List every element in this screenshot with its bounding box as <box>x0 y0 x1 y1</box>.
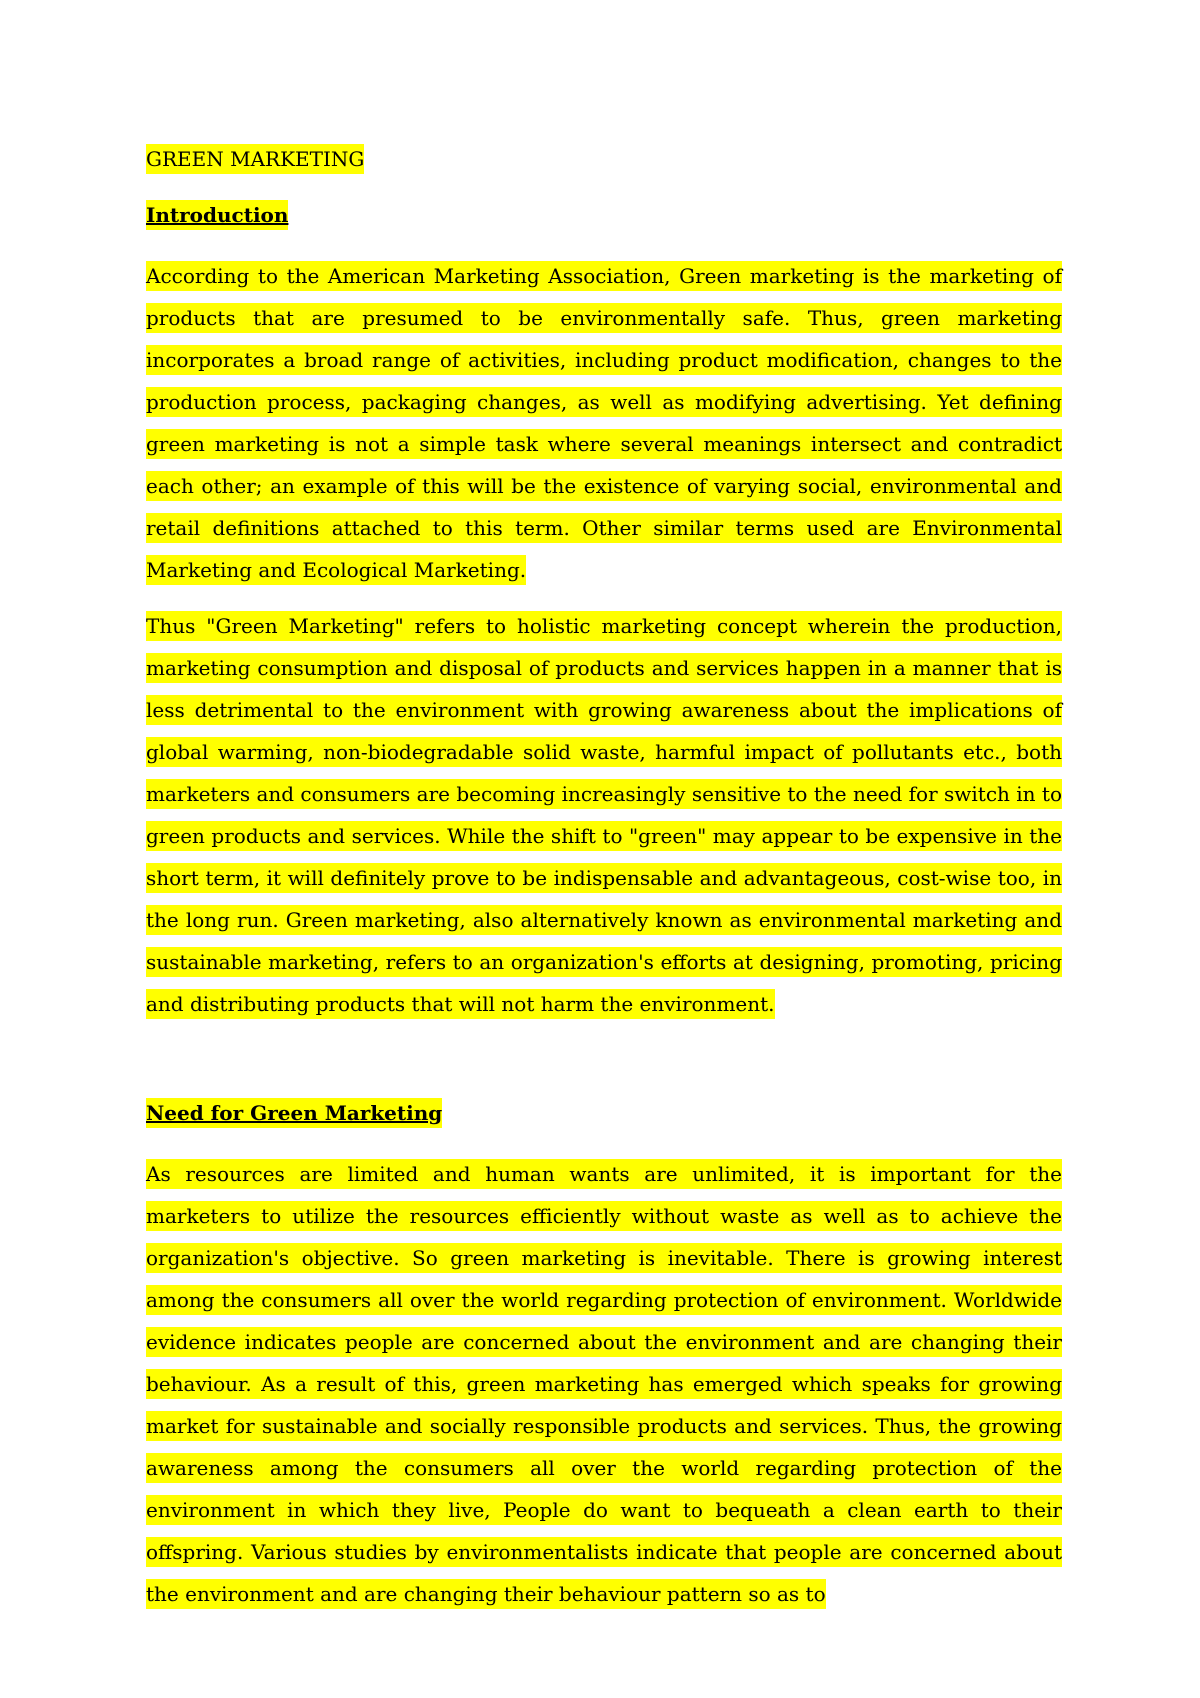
section-heading-text: Need for Green Marketing <box>146 1098 442 1128</box>
paragraph-text: As resources are limited and human wants are unlimited, it is important for the marketers to utilize the resources efficiently without waste as well as to achieve the organization's objective. So green marketing is inevitable. There is growing interest among the consumers all over the world regarding protection of environment. Worldwide evidence indicates people are concerned about the environment and are changing their behaviour. As a result of this, green marketing has emerged which speaks for growing market for sustainable and socially responsible products and services. Thus, the growing awareness among the consumers all over the world regarding protection of the environment in which they live, People do want to bequeath a clean earth to their offspring. Various studies by environmentalists indicate that people are concerned about the environment and are changing their behaviour pattern so as to <box>146 1159 1062 1609</box>
section-heading-text: Introduction <box>146 200 288 230</box>
intro-paragraph-2 <box>146 605 1062 1025</box>
need-paragraph-1 <box>146 1153 1062 1615</box>
section-heading-need-for-green-marketing <box>146 1097 1062 1129</box>
document-title <box>146 143 1062 175</box>
document-page <box>146 143 1062 1629</box>
section-heading-introduction <box>146 199 1062 231</box>
paragraph-text: According to the American Marketing Association, Green marketing is the marketing of products that are presumed to be environmentally safe. Thus, green marketing incorporates a broad range of activities, including product modification, changes to the production process, packaging changes, as well as modifying advertising. Yet defining green marketing is not a simple task where several meanings intersect and contradict each other; an example of this will be the existence of varying social, environmental and retail definitions attached to this term. Other similar terms used are Environmental Marketing and Ecological Marketing. <box>146 261 1062 585</box>
section-spacer <box>146 1039 1062 1097</box>
document-title-text: GREEN MARKETING <box>146 144 364 174</box>
intro-paragraph-1 <box>146 255 1062 591</box>
paragraph-text: Thus "Green Marketing" refers to holistic marketing concept wherein the production, marketing consumption and disposal of products and services happen in a manner that is less detrimental to the environment with growing awareness about the implications of global warming, non-biodegradable solid waste, harmful impact of pollutants etc., both marketers and consumers are becoming increasingly sensitive to the need for switch in to green products and services. While the shift to "green" may appear to be expensive in the short term, it will definitely prove to be indispensable and advantageous, cost-wise too, in the long run. Green marketing, also alternatively known as environmental marketing and sustainable marketing, refers to an organization's efforts at designing, promoting, pricing and distributing products that will not harm the environment. <box>146 611 1062 1019</box>
